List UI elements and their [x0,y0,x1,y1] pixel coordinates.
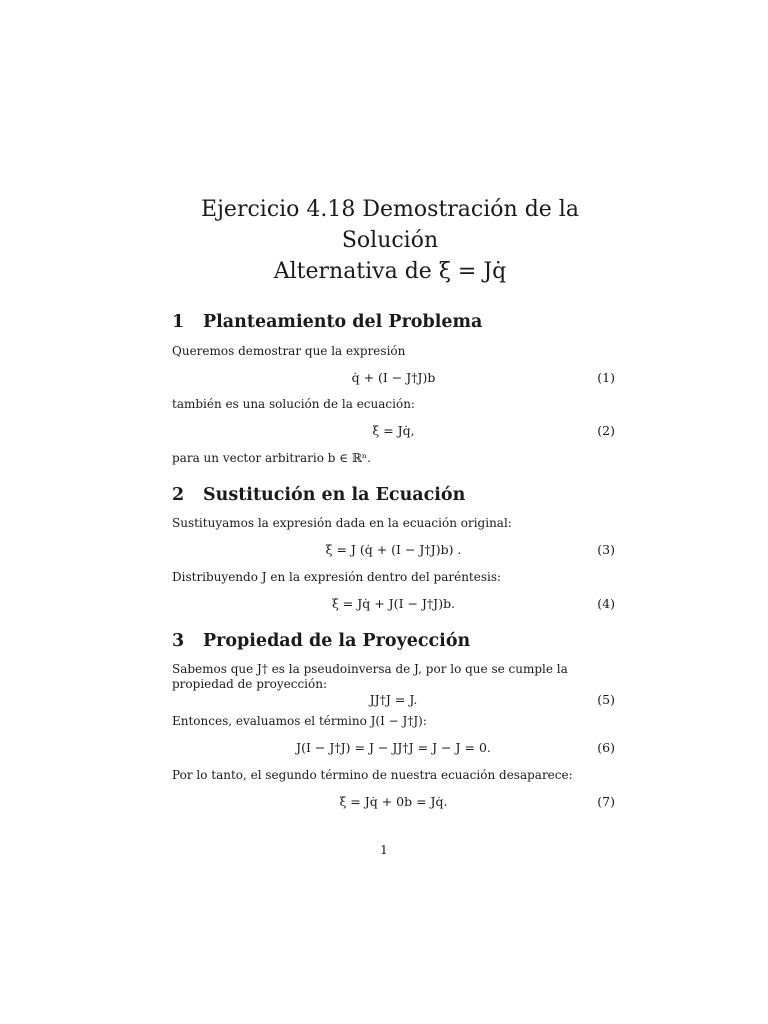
equation-number: (6) [597,740,615,755]
section-number: 3 [172,631,185,651]
equation-expression: ξ = J (q̇ + (I − J†J)b) . [325,542,462,557]
equation-expression: q̇ + (I − J†J)b [351,370,436,385]
section-title: Planteamiento del Problema [203,312,483,332]
equation-number: (7) [597,794,615,809]
page-number: 1 [380,843,388,857]
title-line-1: Ejercicio 4.18 Demostración de la Solución [201,197,579,253]
paragraph: Distribuyendo J en la expresión dentro del paréntesis: [172,570,502,584]
document-title [150,194,630,287]
section-heading [172,312,482,332]
equation-number: (2) [597,423,615,438]
equation-expression: JJ†J = J. [369,692,418,707]
section-number: 1 [172,312,185,332]
equation [172,423,615,441]
equation-expression: J(I − J†J) = J − JJ†J = J − J = 0. [296,740,491,755]
equation-expression: ξ = Jq̇ + 0b = Jq̇. [339,794,448,809]
section-heading [172,631,470,651]
paragraph: también es una solución de la ecuación: [172,397,415,411]
equation-number: (1) [597,370,615,385]
equation [172,370,615,388]
equation-number: (4) [597,596,615,611]
section-heading [172,485,465,505]
equation-expression: ξ = Jq̇, [372,423,415,438]
equation-number: (5) [597,692,615,707]
section-title: Propiedad de la Proyección [203,631,471,651]
equation [172,794,615,812]
paragraph: para un vector arbitrario b ∈ ℝⁿ. [172,451,371,465]
equation-number: (3) [597,542,615,557]
paragraph: Sabemos que J† es la pseudoinversa de J, por lo que se cumple la propiedad de proyección: [172,662,568,691]
paragraph: Queremos demostrar que la expresión [172,344,406,358]
paragraph: Entonces, evaluamos el término J(I − J†J): [172,714,427,728]
equation [172,542,615,560]
paragraph: Por lo tanto, el segundo término de nuestra ecuación desaparece: [172,768,573,782]
section-title: Sustitución en la Ecuación [203,485,466,505]
paragraph: Sustituyamos la expresión dada en la ecuación original: [172,516,512,530]
equation-expression: ξ = Jq̇ + J(I − J†J)b. [331,596,456,611]
equation [172,692,615,710]
section-number: 2 [172,485,185,505]
equation [172,596,615,614]
equation [172,740,615,758]
title-line-2: Alternativa de ξ = Jq̇ [273,259,507,284]
